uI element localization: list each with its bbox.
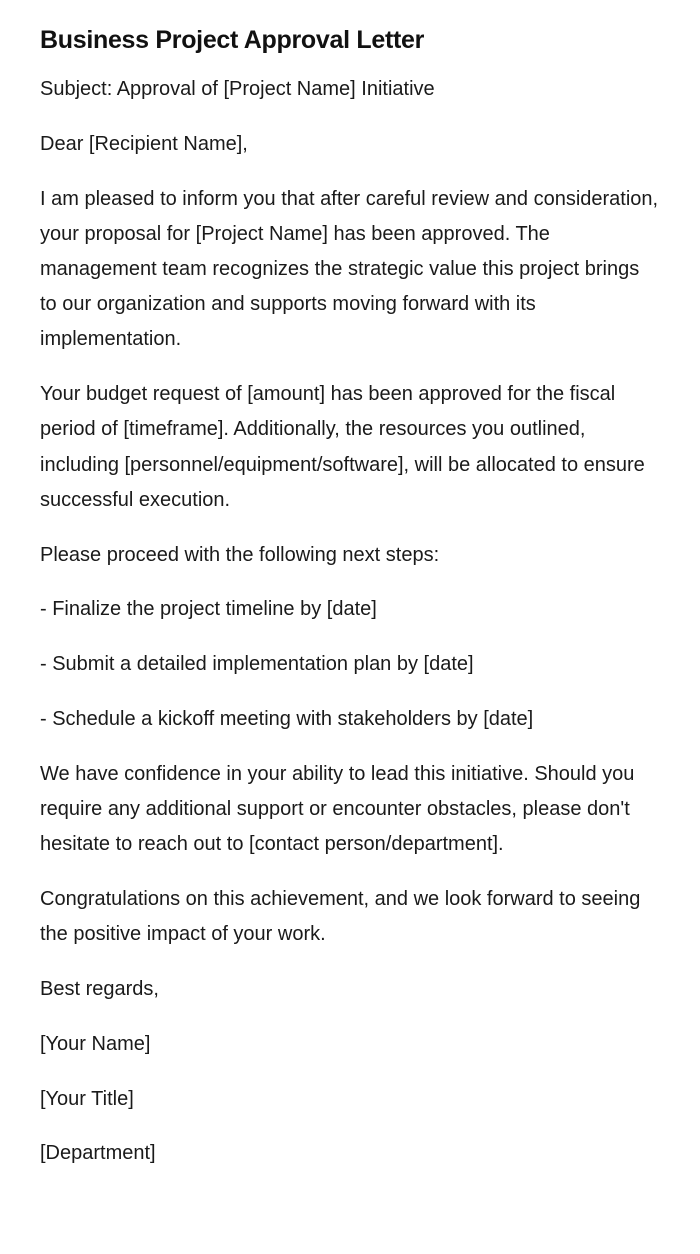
next-step-item: - Finalize the project timeline by [date]	[40, 598, 377, 621]
body-paragraph-next-steps-intro: Please proceed with the following next steps:	[40, 543, 440, 566]
next-step-item: - Submit a detailed implementation plan by [date]	[40, 653, 474, 676]
greeting: Dear [Recipient Name],	[40, 132, 248, 155]
body-paragraph-congratulations: Congratulations on this achievement, and we look forward to seeing the positive impact of your work.	[40, 888, 641, 946]
signoff: Best regards,	[40, 978, 159, 1000]
body-paragraph-approval: I am pleased to inform you that after careful review and consideration, your proposal for [Project Name] has been approved. The management team recognizes the strategic value this project brings to our organization and supports moving forward with its implementation.	[40, 187, 659, 351]
subject-line: Subject: Approval of [Project Name] Initiative	[40, 78, 435, 100]
body-paragraph-support: We have confidence in your ability to lead this initiative. Should you require any additional support or encounter obstacles, please don't hesitate to reach out to [contact person/department].	[40, 762, 635, 856]
next-step-item: - Schedule a kickoff meeting with stakeholders by [date]	[40, 708, 534, 730]
body-paragraph-budget: Your budget request of [amount] has been approved for the fiscal period of [timeframe]. Additionally, the resources you outlined, including [personnel/equipment/software], will be allocated to ensure successful execution.	[40, 383, 645, 511]
signature-title: [Your Title]	[40, 1087, 134, 1110]
page-title: Business Project Approval Letter	[40, 26, 425, 54]
signature-name: [Your Name]	[40, 1032, 151, 1055]
signature-department: [Department]	[40, 1142, 156, 1165]
